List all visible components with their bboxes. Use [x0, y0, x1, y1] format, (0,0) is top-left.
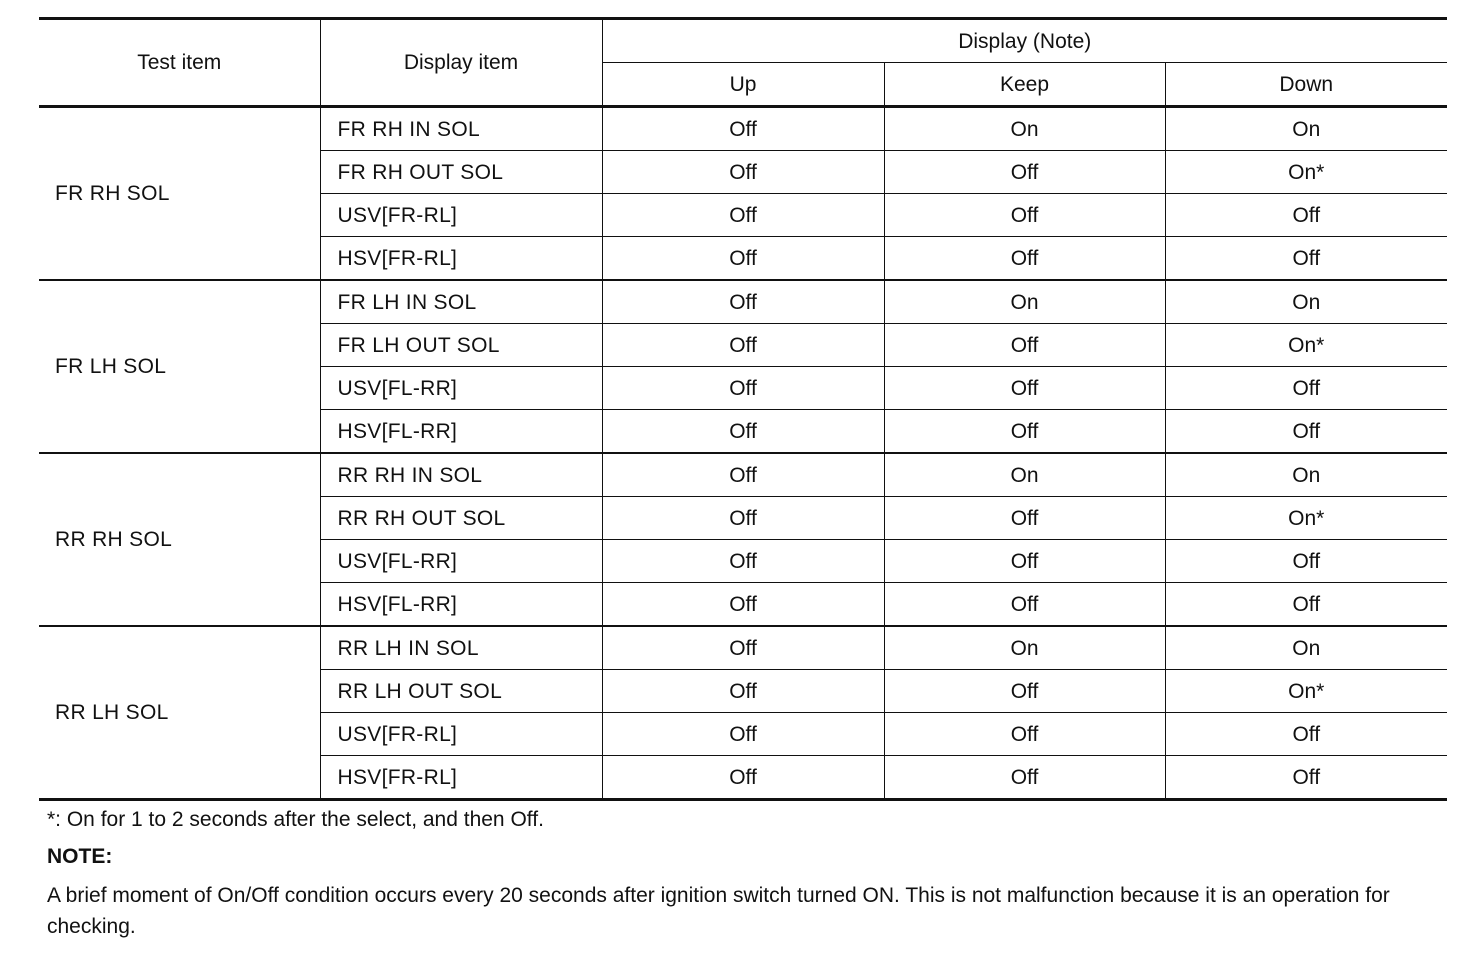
up-value-cell: Off [602, 670, 884, 713]
up-value-cell: Off [602, 367, 884, 410]
down-value-cell: On [1165, 280, 1447, 324]
keep-value-cell: Off [884, 410, 1165, 454]
footnote: *: On for 1 to 2 seconds after the select, and then Off. [47, 808, 544, 831]
header-test-item: Test item [137, 51, 222, 74]
display-item-cell: HSV[FR-RL] [320, 237, 602, 281]
table-row [39, 626, 1447, 670]
up-value-cell: Off [602, 497, 884, 540]
note-title: NOTE: [47, 845, 113, 868]
down-value-cell: On* [1165, 670, 1447, 713]
display-item-cell: FR RH IN SOL [320, 107, 602, 151]
test-item-cell: RR LH SOL [39, 626, 320, 800]
up-value-cell: Off [602, 410, 884, 454]
keep-value-cell: On [884, 107, 1165, 151]
keep-value-cell: Off [884, 367, 1165, 410]
header-keep: Keep [884, 63, 1165, 107]
display-item-cell: USV[FL-RR] [320, 367, 602, 410]
up-value-cell: Off [602, 107, 884, 151]
display-item-cell: RR LH IN SOL [320, 626, 602, 670]
down-value-cell: Off [1165, 540, 1447, 583]
up-value-cell: Off [602, 324, 884, 367]
test-item-cell: FR LH SOL [39, 280, 320, 453]
down-value-cell: On* [1165, 497, 1447, 540]
down-value-cell: On [1165, 453, 1447, 497]
note-body: A brief moment of On/Off condition occurs every 20 seconds after ignition switch turned ON. This is not malfunction because it is an operation for checking. [47, 884, 1390, 938]
up-value-cell: Off [602, 151, 884, 194]
down-value-cell: Off [1165, 194, 1447, 237]
up-value-cell: Off [602, 194, 884, 237]
up-value-cell: Off [602, 583, 884, 627]
up-value-cell: Off [602, 540, 884, 583]
keep-value-cell: On [884, 453, 1165, 497]
down-value-cell: Off [1165, 410, 1447, 454]
display-item-cell: RR LH OUT SOL [320, 670, 602, 713]
solenoid-test-table [39, 17, 1447, 801]
down-value-cell: On* [1165, 151, 1447, 194]
keep-value-cell: Off [884, 756, 1165, 800]
keep-value-cell: Off [884, 194, 1165, 237]
keep-value-cell: Off [884, 713, 1165, 756]
keep-value-cell: On [884, 280, 1165, 324]
up-value-cell: Off [602, 713, 884, 756]
keep-value-cell: On [884, 626, 1165, 670]
display-item-cell: HSV[FR-RL] [320, 756, 602, 800]
display-item-cell: FR RH OUT SOL [320, 151, 602, 194]
down-value-cell: Off [1165, 237, 1447, 281]
up-value-cell: Off [602, 237, 884, 281]
keep-value-cell: Off [884, 324, 1165, 367]
table-row [39, 107, 1447, 151]
up-value-cell: Off [602, 626, 884, 670]
down-value-cell: Off [1165, 367, 1447, 410]
display-item-cell: FR LH OUT SOL [320, 324, 602, 367]
test-item-cell: FR RH SOL [55, 182, 170, 205]
keep-value-cell: Off [884, 151, 1165, 194]
display-item-cell: USV[FR-RL] [320, 713, 602, 756]
up-value-cell: Off [602, 280, 884, 324]
solenoid-test-table-container [39, 17, 1447, 801]
display-item-cell: HSV[FL-RR] [320, 583, 602, 627]
test-item-cell: RR RH SOL [39, 453, 320, 626]
header-display-note: Display (Note) [602, 19, 1447, 63]
keep-value-cell: Off [884, 237, 1165, 281]
keep-value-cell: Off [884, 583, 1165, 627]
keep-value-cell: Off [884, 497, 1165, 540]
table-row [39, 280, 1447, 324]
down-value-cell: Off [1165, 756, 1447, 800]
keep-value-cell: Off [884, 670, 1165, 713]
down-value-cell: On* [1165, 324, 1447, 367]
header-down: Down [1165, 63, 1447, 107]
header-display-item: Display item [320, 19, 602, 107]
header-up: Up [602, 63, 884, 107]
down-value-cell: On [1165, 107, 1447, 151]
table-header [39, 19, 1447, 107]
display-item-cell: USV[FR-RL] [320, 194, 602, 237]
display-item-cell: RR RH OUT SOL [320, 497, 602, 540]
display-item-cell: FR LH IN SOL [320, 280, 602, 324]
table-row [39, 453, 1447, 497]
keep-value-cell: Off [884, 540, 1165, 583]
table-body [39, 107, 1447, 800]
display-item-cell: HSV[FL-RR] [320, 410, 602, 454]
down-value-cell: Off [1165, 583, 1447, 627]
up-value-cell: Off [602, 756, 884, 800]
display-item-cell: RR RH IN SOL [320, 453, 602, 497]
up-value-cell: Off [602, 453, 884, 497]
down-value-cell: Off [1165, 713, 1447, 756]
down-value-cell: On [1165, 626, 1447, 670]
display-item-cell: USV[FL-RR] [320, 540, 602, 583]
